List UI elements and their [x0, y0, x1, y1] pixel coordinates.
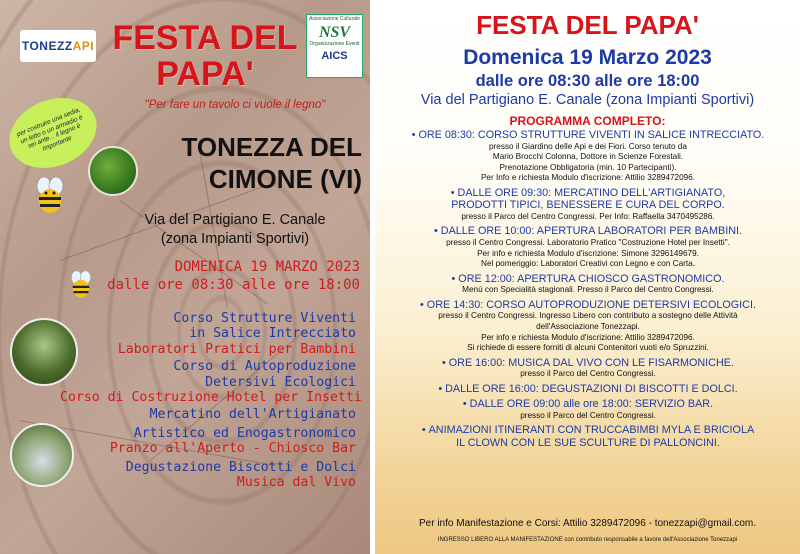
- poster-title: [100, 20, 310, 92]
- footer-note: INGRESSO LIBERO ALLA MANIFESTAZIONE con contributo responsabile a favore dell'Associazione Tonezzapi: [437, 537, 738, 543]
- logo-text-b: API: [72, 39, 95, 53]
- activity-item: Degustazione Biscotti e Dolci: [125, 459, 356, 475]
- activity-item: Corso di Costruzione Hotel per Insetti: [60, 390, 362, 406]
- poster-title-line2: PAPA': [156, 55, 254, 93]
- address: [120, 211, 350, 249]
- program-address: Via del Partigiano E. Canale (zona Impianti Sportivi): [420, 92, 755, 108]
- event-heading: [383, 398, 793, 411]
- event-date: [80, 258, 360, 294]
- activity-item: Musica dal Vivo: [236, 475, 356, 491]
- program-event: [383, 357, 793, 380]
- event-detail: Prenotazione Obbligatoria (min. 10 Partecipanti).: [499, 162, 677, 172]
- landscape-photo: [88, 146, 138, 196]
- program-event: [383, 299, 793, 354]
- event-detail: presso il Centro Congressi. Ingresso Libero con contributo a sostegno delle Attività: [438, 311, 738, 321]
- event-heading-text: ANIMAZIONI ITINERANTI CON TRUCCABIMBI MYLA E BRICIOLA: [428, 424, 755, 437]
- left-poster-panel: [0, 0, 370, 554]
- event-heading-text: DALLE ORE 09:30: MERCATINO DELL'ARTIGIANATO,: [457, 186, 726, 199]
- event-heading-text: DALLE ORE 09:00 alle ore 18:00: SERVIZIO BAR.: [469, 398, 714, 411]
- footer-contact: Per info Manifestazione e Corsi: Attilio 3289472096 - tonezzapi@gmail.com.: [419, 518, 756, 529]
- event-detail: Per Info e richiesta Modulo d'iscrizione: Attilio 3289472096.: [480, 173, 696, 183]
- bullet-icon: •: [411, 129, 416, 141]
- event-detail: Menù con Specialità stagionali. Presso il Parco del Centro Congressi.: [462, 285, 714, 295]
- nsv-mark: NSV: [318, 23, 351, 41]
- event-detail: dell'Associazione Tonezzapi.: [536, 321, 640, 331]
- aics-mark: AICS: [321, 49, 348, 62]
- right-program-panel: [375, 0, 800, 554]
- event-detail: presso il Parco del Centro Congressi. Per Info: Raffaella 3470495286.: [461, 211, 715, 221]
- bullet-icon: •: [450, 186, 455, 199]
- event-detail: presso il Giardino delle Api e dei Fiori. Corso tenuto da: [489, 141, 687, 151]
- address-line2: (zona Impianti Sportivi): [160, 231, 310, 247]
- activity-item: Corso Strutture Viventi: [173, 311, 356, 326]
- activity-item: Laboratori Pratici per Bambini: [117, 341, 356, 357]
- event-heading: [383, 129, 793, 142]
- program-events: [383, 129, 793, 452]
- activity-item: Detersivi Ecologici: [205, 374, 356, 390]
- event-heading: [383, 225, 793, 238]
- program-event: [383, 225, 793, 269]
- town-line1: TONEZZA DEL: [181, 132, 362, 162]
- program-event: [383, 398, 793, 421]
- nsv-top-line: Associazione Culturale: [309, 16, 360, 22]
- event-detail: Per info e richiesta Modulo d'iscrizione: Attilio 3289472096.: [481, 332, 695, 342]
- nsv-middle-line: Organizzazione Eventi: [309, 41, 360, 48]
- program-title: FESTA DEL PAPA': [476, 10, 699, 40]
- activity-item: Corso di Autoproduzione: [173, 359, 356, 375]
- event-heading-text: ORE 12:00: APERTURA CHIOSCO GASTRONOMICO.: [458, 272, 725, 285]
- event-heading: [383, 187, 793, 200]
- event-heading: [383, 199, 793, 212]
- date-line1: DOMENICA 19 MARZO 2023: [174, 259, 360, 275]
- event-detail: presso il Centro Congressi. Laboratorio Pratico "Costruzione Hotel per Insetti".: [446, 237, 730, 247]
- activity-item: Mercatino dell'Artigianato: [149, 407, 356, 423]
- bee-icon: [30, 176, 70, 216]
- event-heading-text: ORE 14:30: CORSO AUTOPRODUZIONE DETERSIVI ECOLOGICI.: [426, 298, 756, 311]
- program-date: Domenica 19 Marzo 2023: [463, 46, 712, 69]
- bullet-icon: •: [433, 225, 438, 238]
- event-detail: Per info e richiesta Modulo d'iscrizione: Simone 3296149679.: [477, 248, 699, 258]
- program-hours: dalle ore 08:30 alle ore 18:00: [475, 72, 700, 90]
- event-detail: presso il Parco del Centro Congressi.: [520, 369, 656, 379]
- date-line2: dalle ore 08:30 alle ore 18:00: [107, 277, 360, 293]
- motto: "Per fare un tavolo ci vuole il legno": [144, 99, 326, 111]
- bullet-icon: •: [421, 424, 426, 437]
- event-heading-text: ORE 08:30: CORSO STRUTTURE VIVENTI IN SALICE INTRECCIATO.: [418, 129, 765, 141]
- address-line1: Via del Partigiano E. Canale: [144, 212, 326, 228]
- bullet-icon: •: [451, 272, 456, 285]
- event-heading-text: DALLE ORE 16:00: DEGUSTAZIONI DI BISCOTTI E DOLCI.: [445, 382, 738, 395]
- event-heading: [383, 357, 793, 370]
- event-heading-text: DALLE ORE 10:00: APERTURA LABORATORI PER BAMBINI.: [440, 225, 742, 238]
- activity-item: Artistico ed Enogastronomico: [133, 425, 356, 441]
- tonezzapi-logo: [20, 30, 96, 62]
- bullet-icon: •: [420, 298, 424, 311]
- program-event: [383, 273, 793, 296]
- event-heading: [383, 273, 793, 286]
- poster-title-line1: FESTA DEL: [112, 19, 298, 57]
- event-heading-text: ORE 16:00: MUSICA DAL VIVO CON LE FISARMONICHE.: [448, 356, 734, 369]
- event-heading: [383, 437, 793, 450]
- program-event: [383, 129, 793, 184]
- activities-list: [60, 311, 362, 491]
- event-heading: [383, 299, 793, 312]
- event-heading: [383, 383, 793, 396]
- program-event: [383, 187, 793, 223]
- program-event: [383, 383, 793, 396]
- program-event: [383, 424, 793, 449]
- event-detail: presso il Parco del Centro Congressi.: [520, 410, 656, 420]
- event-detail: Mario Brocchi Colonna, Dottore in Scienze Forestali.: [492, 152, 684, 162]
- activity-item: Pranzo all'Aperto - Chiosco Bar: [109, 441, 356, 457]
- event-detail: Si richiede di essere forniti di alcuni Contenitori vuoti e/o Spruzzini.: [467, 343, 709, 353]
- nsv-aics-logo: [306, 14, 363, 78]
- logo-text-a: TONEZZ: [21, 39, 73, 53]
- bullet-icon: •: [462, 398, 467, 411]
- program-label: PROGRAMMA COMPLETO:: [509, 114, 666, 128]
- town-name: [142, 131, 362, 195]
- speech-bubble-text: per costruire una sedia, un letto o un armadio è sei ante... il legno è importante: [15, 106, 84, 153]
- activity-item: in Salice Intrecciato: [189, 326, 356, 342]
- town-line2: CIMONE (VI): [208, 164, 362, 194]
- bullet-icon: •: [438, 382, 443, 395]
- event-detail: Nel pomeriggio: Laboratori Creativi con Legno e con Carta.: [481, 259, 695, 269]
- event-heading: [383, 424, 793, 437]
- bullet-icon: •: [442, 356, 446, 369]
- event-heading-text: IL CLOWN CON LE SUE SCULTURE DI PALLONCINI.: [456, 436, 720, 449]
- event-heading-text: PRODOTTI TIPICI, BENESSERE E CURA DEL CORPO.: [451, 199, 725, 212]
